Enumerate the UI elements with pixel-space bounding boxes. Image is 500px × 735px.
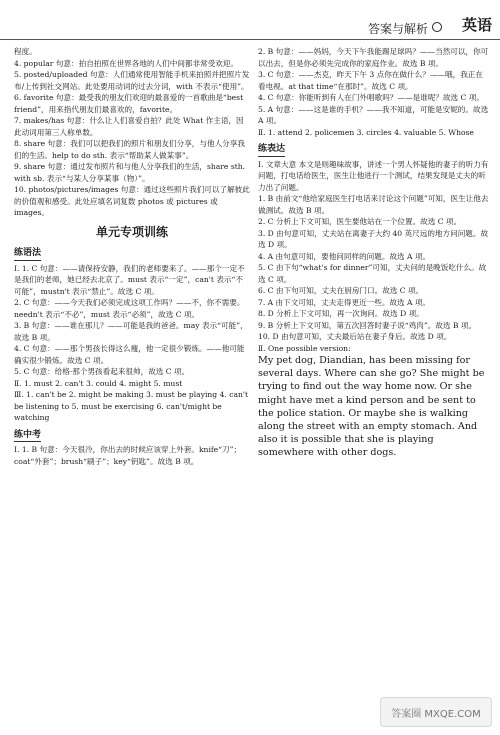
page-header [0,0,500,40]
writing-item: 4. A 由句意可知，要他问同样的问题。故选 A 项。 [258,251,431,261]
writing-item: 1. B 由前文“他给家庭医生打电话来讨论这个问题”可知，医生让他去做测试。故选 B 项。 [258,194,489,215]
header-rule [0,39,500,40]
grammar-item: 2. C 句意：——今天我们必须完成这项工作吗？——不，你不需要。needn't 表示“不必”，must 表示“必须”，故选 C 项。 [14,298,245,319]
writing-item: 6. C 由下句可知，丈夫在厨房门口。故选 C 项。 [258,286,424,295]
right-column [258,46,490,460]
right-para: 4. C 句意：你能听到有人在门外唱歌吗？——是谁呢？故选 C 项。 [258,93,484,102]
writing-summary: Ⅰ. 文章大意 本文是则趣味故事，讲述一个男人怀疑他的妻子的听力有问题，打电话给医生，医生让他进行一个测试，结果发现是丈夫的听力出了问题。 [258,159,489,192]
circle-icon [432,22,442,32]
writing-item: 8. D 分析上下文可知，再一次询问。故选 D 项。 [258,309,424,318]
grammar-item: Ⅰ. 1. C 句意：——请保持安静，我们的老师要来了。——那个一定不是我们的老师，她已经去北京了。must 表示“一定”，can't 表示“不可能”，mustn't 表示“禁止”。故选 C 项。 [14,263,245,296]
section-writing: 练表达 [258,144,285,157]
grammar-item: Ⅱ. 1. must 2. can't 3. could 4. might 5. must [14,378,183,388]
grammar-item: 3. B 句意：——谁在那儿？——可能是我的爸爸。may 表示“可能”，故选 B 项。 [14,321,248,342]
left-column [14,46,250,467]
writing-item: 2. C 分析上下文可知，医生要他站在一个位置。故选 C 项。 [258,217,462,226]
right-para: Ⅱ. 1. attend 2. policemen 3. circles 4. valuable 5. Whose [258,127,474,137]
writing-item: 10. D 由句意可知，丈夫最后站在妻子身后。故选 D 项。 [258,332,452,341]
watermark-logo: 答案圈 MXQE.COM [380,697,492,727]
right-para: 5. A 句意：——这是谁的手机？——我不知道，可能是安妮的。故选 A 项。 [258,104,489,125]
grammar-item: Ⅲ. 1. can't be 2. might be making 3. must be playing 4. can't be listening to 5. must be exercising 6. can't/might be watching [14,390,249,422]
left-para: 程度。 [14,47,37,56]
writing-item: 5. C 由下句“what's for dinner”可知，丈夫问的是晚饭吃什么。故选 C 项。 [258,263,487,284]
left-para: 5. posted/uploaded 句意：人们通常使用智能手机来拍照并把照片发布/上传到社交网站。此处要用动词的过去分词，with 不表示“使用”。 [14,70,250,91]
grammar-item: 5. C 句意：给格·那个男孩看起来很帅，故选 C 项。 [14,367,190,376]
left-para: 7. makes/has 句意：什么让人们喜爱自拍？此处 What 作主语，因此动词用第三人称单数。 [14,116,244,137]
unit-title: 单元专项训练 [95,224,168,239]
section-exam: 练中考 [14,430,41,443]
essay-heading: Ⅱ. One possible version: [258,343,351,353]
right-para: 2. B 句意：——妈妈，今天下午我能踢足球吗？——当然可以，你可以出去，但是你必须先完成你的家庭作业。故选 B 项。 [258,47,489,68]
writing-item: 3. D 由句意可知，丈夫站在离妻子大约 40 英尺远的地方问问题。故选 D 项。 [258,228,489,249]
left-para: 10. photos/pictures/images 句意：通过这些照片我们可以了解彼此的价值观和感受。此处应填名词复数 photos 或 pictures 或 images。 [14,185,250,217]
right-para: 3. C 句意：——杰克，昨天下午 3 点你在做什么？——哦，我正在看电视。at that time“在那时”。故选 C 项。 [258,70,483,91]
writing-item: 9. B 分析上下文可知，第五次回答时妻子说“鸡肉”。故选 B 项。 [258,320,477,330]
left-para: 9. share 句意：通过发布照片和与他人分享我们的生活，share sth. with sb. 表示“与某人分享某事（物）”。 [14,162,246,183]
exam-item: Ⅰ. 1. B 句意：今天很冷，你出去的时候应该穿上外套。knife“刀”；coat“外套”；brush“刷子”；key“钥匙”。故选 B 项。 [14,445,242,466]
header-label: 答案与解析 [367,22,428,36]
writing-item: 7. A 由下文可知，丈夫走得更近一些。故选 A 项。 [258,297,431,307]
grammar-item: 4. C 句意：——那个男孩长得这么瘦，他一定很少锻炼。——他可能确实很少锻炼。故选 C 项。 [14,344,245,365]
left-para: 8. share 句意：我们可以把我们的照片和朋友们分享，与他人分享我们的生活。help to do sth. 表示“帮助某人做某事”。 [14,139,245,160]
subject-title: 英语 [461,16,492,34]
essay-text: My pet dog, Diandian, has been missing for several days. Where can she go? She might be trying to find out the way home now. Or she might have met a kind person and be sent to the police station. Or maybe she is walking along the street with an empty stomach. And also it is possible that she is playing somewhere with other dogs. [258,355,485,459]
section-grammar: 练语法 [14,248,41,261]
left-para: 4. popular 句意：拍自拍照在世界各地的人们中间都非常受欢迎。 [14,58,239,68]
left-para: 6. favorite 句意：最受我的朋友们欢迎的最喜爱的一首歌曲是“best friend”，用来指代朋友们最喜欢的，favorite。 [14,93,244,114]
